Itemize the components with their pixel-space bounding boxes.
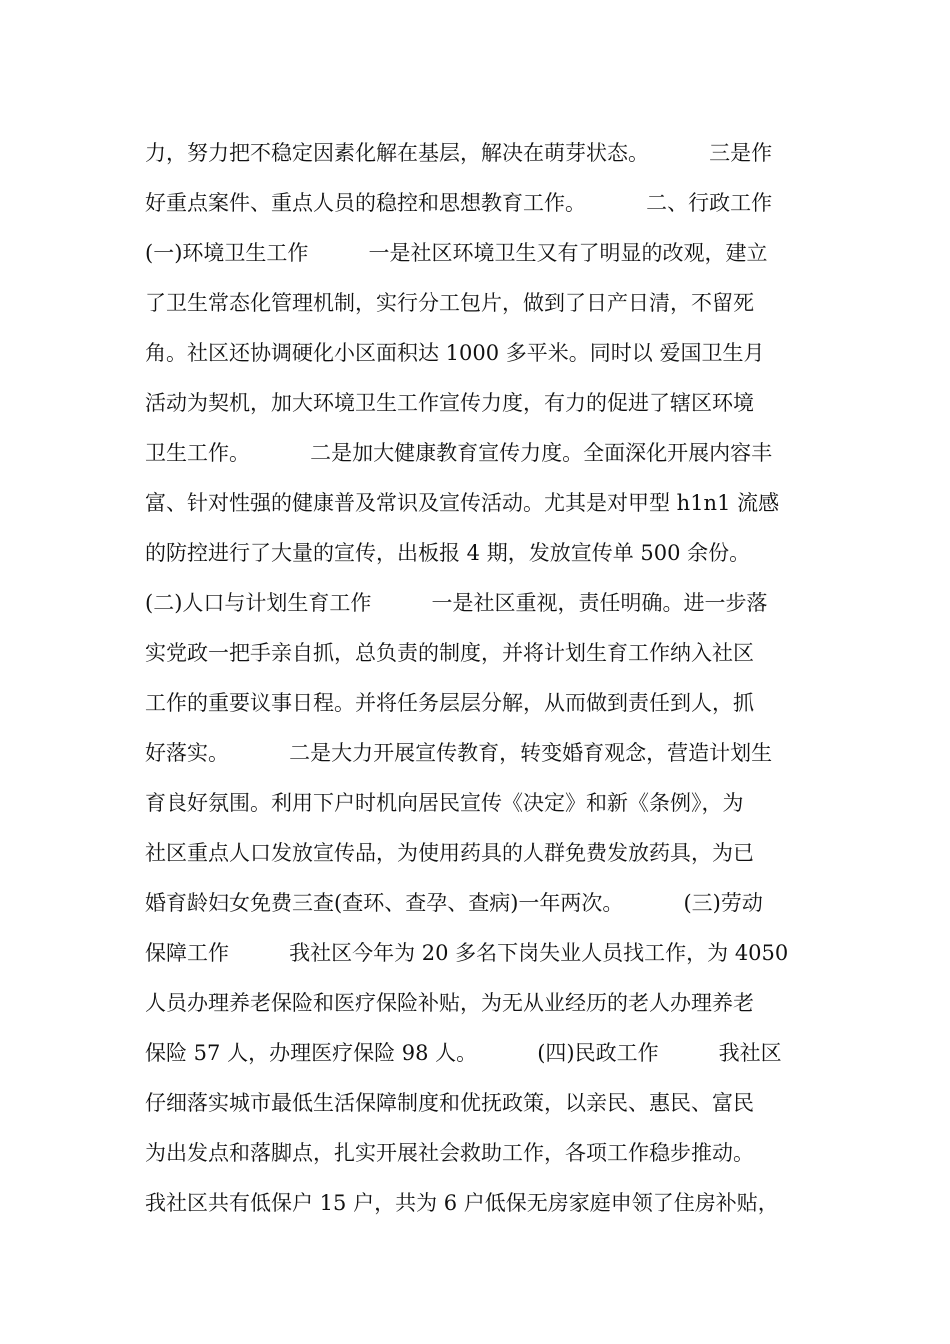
text-line: 婚育龄妇女免费三查(查环、查孕、查病)一年两次。 (三)劳动: [145, 891, 763, 915]
text-line: 保险 57 人，办理医疗保险 98 人。 (四)民政工作 我社区: [145, 1041, 782, 1065]
text-line: 力，努力把不稳定因素化解在基层，解决在萌芽状态。 三是作: [145, 141, 773, 165]
text-line: 仔细落实城市最低生活保障制度和优抚政策，以亲民、惠民、富民: [145, 1091, 754, 1115]
text-line: (二)人口与计划生育工作 一是社区重视，责任明确。进一步落: [145, 591, 768, 615]
text-line: 人员办理养老保险和医疗保险补贴，为无从业经历的老人办理养老: [145, 991, 754, 1015]
text-line: 实党政一把手亲自抓，总负责的制度，并将计划生育工作纳入社区: [145, 641, 754, 665]
text-line: 工作的重要议事日程。并将任务层层分解，从而做到责任到人，抓: [145, 691, 754, 715]
text-line: 育良好氛围。利用下户时机向居民宣传《决定》和新《条例》，为: [145, 791, 744, 815]
body-text: [145, 128, 810, 1228]
text-line: 富、针对性强的健康普及常识及宣传活动。尤其是对甲型 h1n1 流感: [145, 491, 780, 515]
text-line: 活动为契机，加大环境卫生工作宣传力度，有力的促进了辖区环境: [145, 391, 754, 415]
text-line: 保障工作 我社区今年为 20 多名下岗失业人员找工作，为 4050: [145, 941, 789, 965]
text-line: (一)环境卫生工作 一是社区环境卫生又有了明显的改观，建立: [145, 241, 768, 265]
text-line: 的防控进行了大量的宣传，出板报 4 期，发放宣传单 500 余份。: [145, 541, 751, 565]
text-line: 角。社区还协调硬化小区面积达 1000 多平米。同时以 爱国卫生月: [145, 341, 765, 365]
text-line: 为出发点和落脚点，扎实开展社会救助工作，各项工作稳步推动。: [145, 1141, 754, 1165]
text-line: 卫生工作。 二是加大健康教育宣传力度。全面深化开展内容丰: [145, 441, 773, 465]
text-line: 我社区共有低保户 15 户，共为 6 户低保无房家庭申领了住房补贴，: [145, 1191, 779, 1215]
text-line: 好落实。 二是大力开展宣传教育，转变婚育观念，营造计划生: [145, 741, 773, 765]
text-line: 了卫生常态化管理机制，实行分工包片，做到了日产日清，不留死: [145, 291, 754, 315]
text-line: 好重点案件、重点人员的稳控和思想教育工作。 二、行政工作: [145, 191, 773, 215]
text-line: 社区重点人口发放宣传品，为使用药具的人群免费发放药具，为已: [145, 841, 754, 865]
